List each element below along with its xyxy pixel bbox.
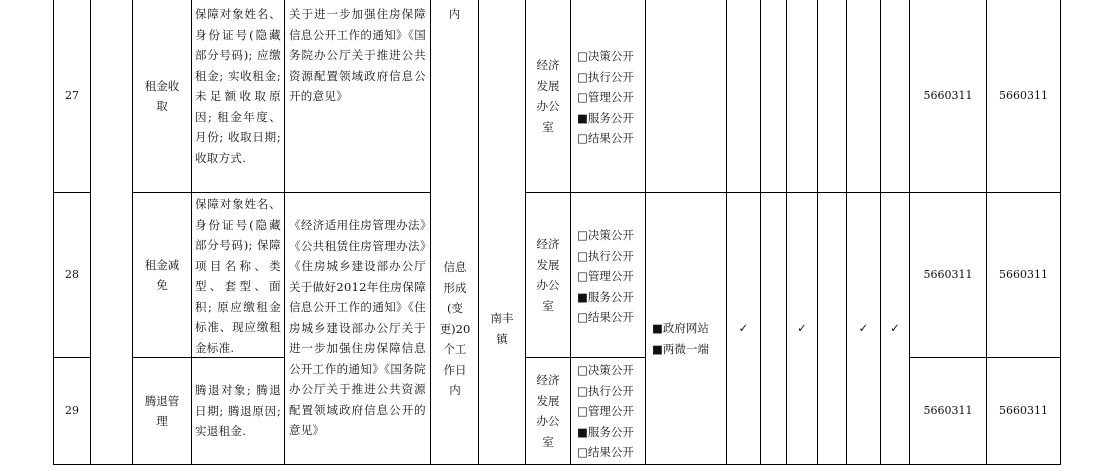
department: 经济发展办公室: [536, 373, 560, 449]
channel-option: ■政府网站: [652, 321, 709, 335]
item-name: 租金减免: [144, 257, 180, 292]
time-limit: 信息形成(变更)20个工作日内: [439, 260, 471, 397]
scope-option: □决策公开: [577, 363, 634, 377]
item-name: 腾退管理: [144, 393, 180, 428]
scope-option: □决策公开: [577, 228, 634, 242]
check-mark: ✓: [890, 321, 900, 335]
scope-option: □结果公开: [577, 310, 634, 324]
phone-1: 5660311: [923, 267, 973, 281]
scope-option: □管理公开: [577, 90, 634, 104]
channel-option: ■两微一端: [652, 341, 709, 356]
content-text: 保障对象姓名、身份证号(隐藏部分号码); 应缴租金; 实收租金; 未足额收取原因; 租金年度、月份; 收取日期; 收取方式.: [195, 7, 281, 165]
row-number: 28: [65, 267, 79, 281]
scope-option: □执行公开: [577, 383, 634, 398]
scope-option: □管理公开: [577, 269, 634, 283]
scope-option: □执行公开: [577, 248, 634, 263]
scope-option: □结果公开: [577, 445, 634, 459]
content-text: 保障对象姓名、身份证号(隐藏部分号码); 保障项目名称、类型、套型、面积; 原应缴租金标准、现应缴租金标准.: [195, 197, 281, 355]
check-mark: ✓: [797, 321, 807, 335]
subject-unit: 南丰镇: [490, 311, 514, 346]
scope-option: ■服务公开: [577, 110, 634, 125]
scope-option: ■服务公开: [577, 424, 634, 439]
phone-1: 5660311: [923, 88, 973, 102]
content-text: 腾退对象; 腾退日期; 腾退原因; 实退租金.: [195, 383, 281, 438]
scope-option: ■服务公开: [577, 289, 634, 304]
item-name: 租金收取: [144, 78, 180, 113]
department: 经济发展办公室: [536, 58, 560, 134]
phone-1: 5660311: [923, 403, 973, 417]
scope-option: □决策公开: [577, 49, 634, 63]
phone-2: 5660311: [999, 267, 1048, 281]
check-mark: ✓: [738, 321, 749, 335]
time-limit: 内: [448, 7, 461, 21]
basis-text: 关于进一步加强住房保障信息公开工作的通知》《国务院办公厅关于推进公共资源配置领域政府信息公开的意见》: [289, 7, 426, 103]
scope-list: [577, 360, 634, 463]
basis-text: 《经济适用住房管理办法》《公共租赁住房管理办法》《住房城乡建设部办公厅关于做好2012年住房保障信息公开工作的通知》《住房城乡建设部办公厅关于进一步加强住房保障信息公开工作的通知》《国务院办公厅关于推进公共资源配置领域政府信息公开的意见》: [289, 218, 426, 437]
scope-list: [577, 46, 634, 149]
scope-option: □结果公开: [577, 131, 634, 145]
channel-list: [652, 318, 709, 359]
phone-2: 5660311: [999, 403, 1048, 417]
row-number: 29: [65, 403, 79, 417]
department: 经济发展办公室: [536, 237, 560, 313]
scope-list: [577, 225, 634, 328]
check-mark: ✓: [858, 321, 869, 335]
scope-option: □管理公开: [577, 404, 634, 418]
scope-option: □执行公开: [577, 69, 634, 84]
phone-2: 5660311: [999, 88, 1048, 102]
row-number: 27: [65, 88, 79, 102]
